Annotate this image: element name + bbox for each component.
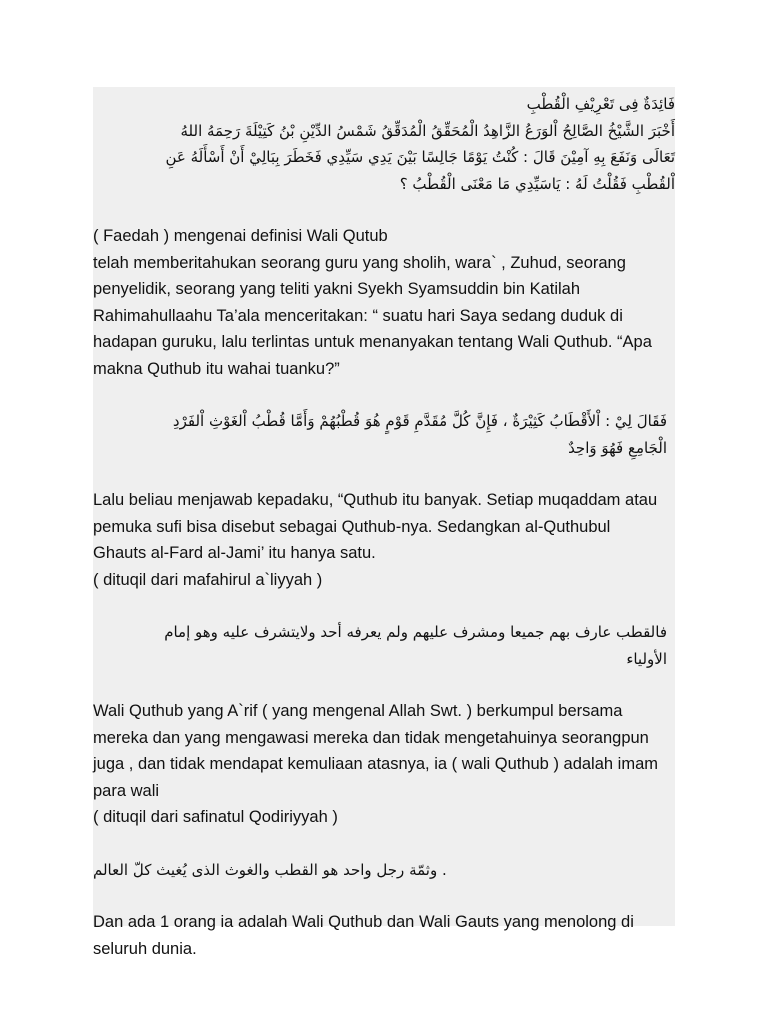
text-line: hadapan guruku, lalu terlintas untuk menanyakan tentang Wali Quthub. “Apa — [93, 333, 652, 351]
source-note: ( dituqil dari mafahirul a`liyyah ) — [93, 570, 323, 589]
text-line: Rahimahullaahu Ta’ala menceritakan: “ suatu hari Saya sedang duduk di — [93, 306, 623, 325]
arabic-line: فالقطب عارف بهم جميعا ومشرف عليهم ولم يعرفه أحد ولايتشرف عليه وهو إمام — [164, 623, 667, 641]
translation-paragraph-2 — [93, 487, 675, 593]
arabic-line: اْلقُطْبِ فَقُلْتُ لَهُ : يَاسَيِّدِي مَا مَعْنَى الْقُطْبُ ؟ — [399, 174, 675, 193]
text-line: para wali — [93, 781, 160, 800]
text-line: penyelidik, seorang yang teliti yakni Syekh Syamsuddin bin Katilah — [93, 280, 581, 298]
arabic-line: الْجَامِعِ فَهُوَ وَاحِدٌ — [568, 438, 667, 457]
translation-paragraph-3 — [93, 698, 675, 831]
text-line: Ghauts al-Fard al-Jami’ itu hanya satu. — [93, 544, 376, 562]
arabic-line: أَخْبَرَ الشَّيْخُ الصَّالِحُ اْلوَرَعُ الزَّاهِدُ الْمُحَقِّقُ الْمُدَقِّقُ شَمْسُ الدِّيْنِ بْنُ كَتِيْلَةَ رَحِمَهُ اللهُ — [180, 121, 675, 140]
text-line: seluruh dunia. — [93, 939, 197, 958]
text-line: Wali Quthub yang A`rif ( yang mengenal Allah Swt. ) berkumpul bersama — [93, 702, 623, 720]
translation-paragraph-4 — [93, 909, 675, 962]
translation-paragraph-1 — [93, 223, 675, 382]
arabic-line: فَقَالَ لِيْ : اْلأَقْطَابُ كَثِيْرَةٌ ، فَإِنَّ كُلَّ مُقَدَّمِ قَوْمٍ هُوَ قُطْبُهُمْ وَأَمَّا قُطْبُ اْلغَوْثِ اْلفَرْدِ — [172, 412, 667, 430]
arabic-title-and-paragraph-1 — [93, 91, 675, 197]
text-block — [93, 87, 675, 958]
text-line: juga , dan tidak mendapat kemuliaan atasnya, ia ( wali Quthub ) adalah imam — [93, 755, 658, 773]
arabic-line: تَعَالَى وَنَفَعَ بِهِ آمِيْنَ قَالَ : كُنْتُ يَوْمًا جَالِسًا بَيْنَ يَدِي سَيِّدِي فَخَطَرَ بِبَالِيْ أَنْ أَسْأَلَهُ عَنِ — [165, 148, 675, 166]
text-line: telah memberitahukan seorang guru yang sholih, wara` , Zuhud, seorang — [93, 253, 626, 272]
text-line: pemuka sufi bisa disebut sebagai Quthub-nya. Sedangkan al-Quthubul — [93, 517, 611, 536]
arabic-title: فَائِدَةٌ فِى تَعْرِيْفِ الْقُطْبِ — [526, 95, 675, 113]
arabic-line: . وثمّة رجل واحد هو القطب والغوث الذى يُغيث كلّ العالم — [93, 860, 447, 879]
arabic-paragraph-2 — [93, 408, 675, 461]
source-note: ( dituqil dari safinatul Qodiriyyah ) — [93, 808, 338, 826]
arabic-line: الأولياء — [626, 649, 667, 668]
text-line: Lalu beliau menjawab kepadaku, “Quthub itu banyak. Setiap muqaddam atau — [93, 491, 658, 509]
text-line: mereka dan yang mengawasi mereka dan tidak mengetahuinya seorangpun — [93, 728, 649, 747]
text-line: ( Faedah ) mengenai definisi Wali Qutub — [93, 227, 388, 245]
arabic-paragraph-4 — [93, 857, 675, 884]
text-line: Dan ada 1 orang ia adalah Wali Quthub dan Wali Gauts yang menolong di — [93, 913, 634, 931]
text-line: makna Quthub itu wahai tuanku?” — [93, 359, 340, 378]
arabic-paragraph-3 — [93, 619, 675, 672]
